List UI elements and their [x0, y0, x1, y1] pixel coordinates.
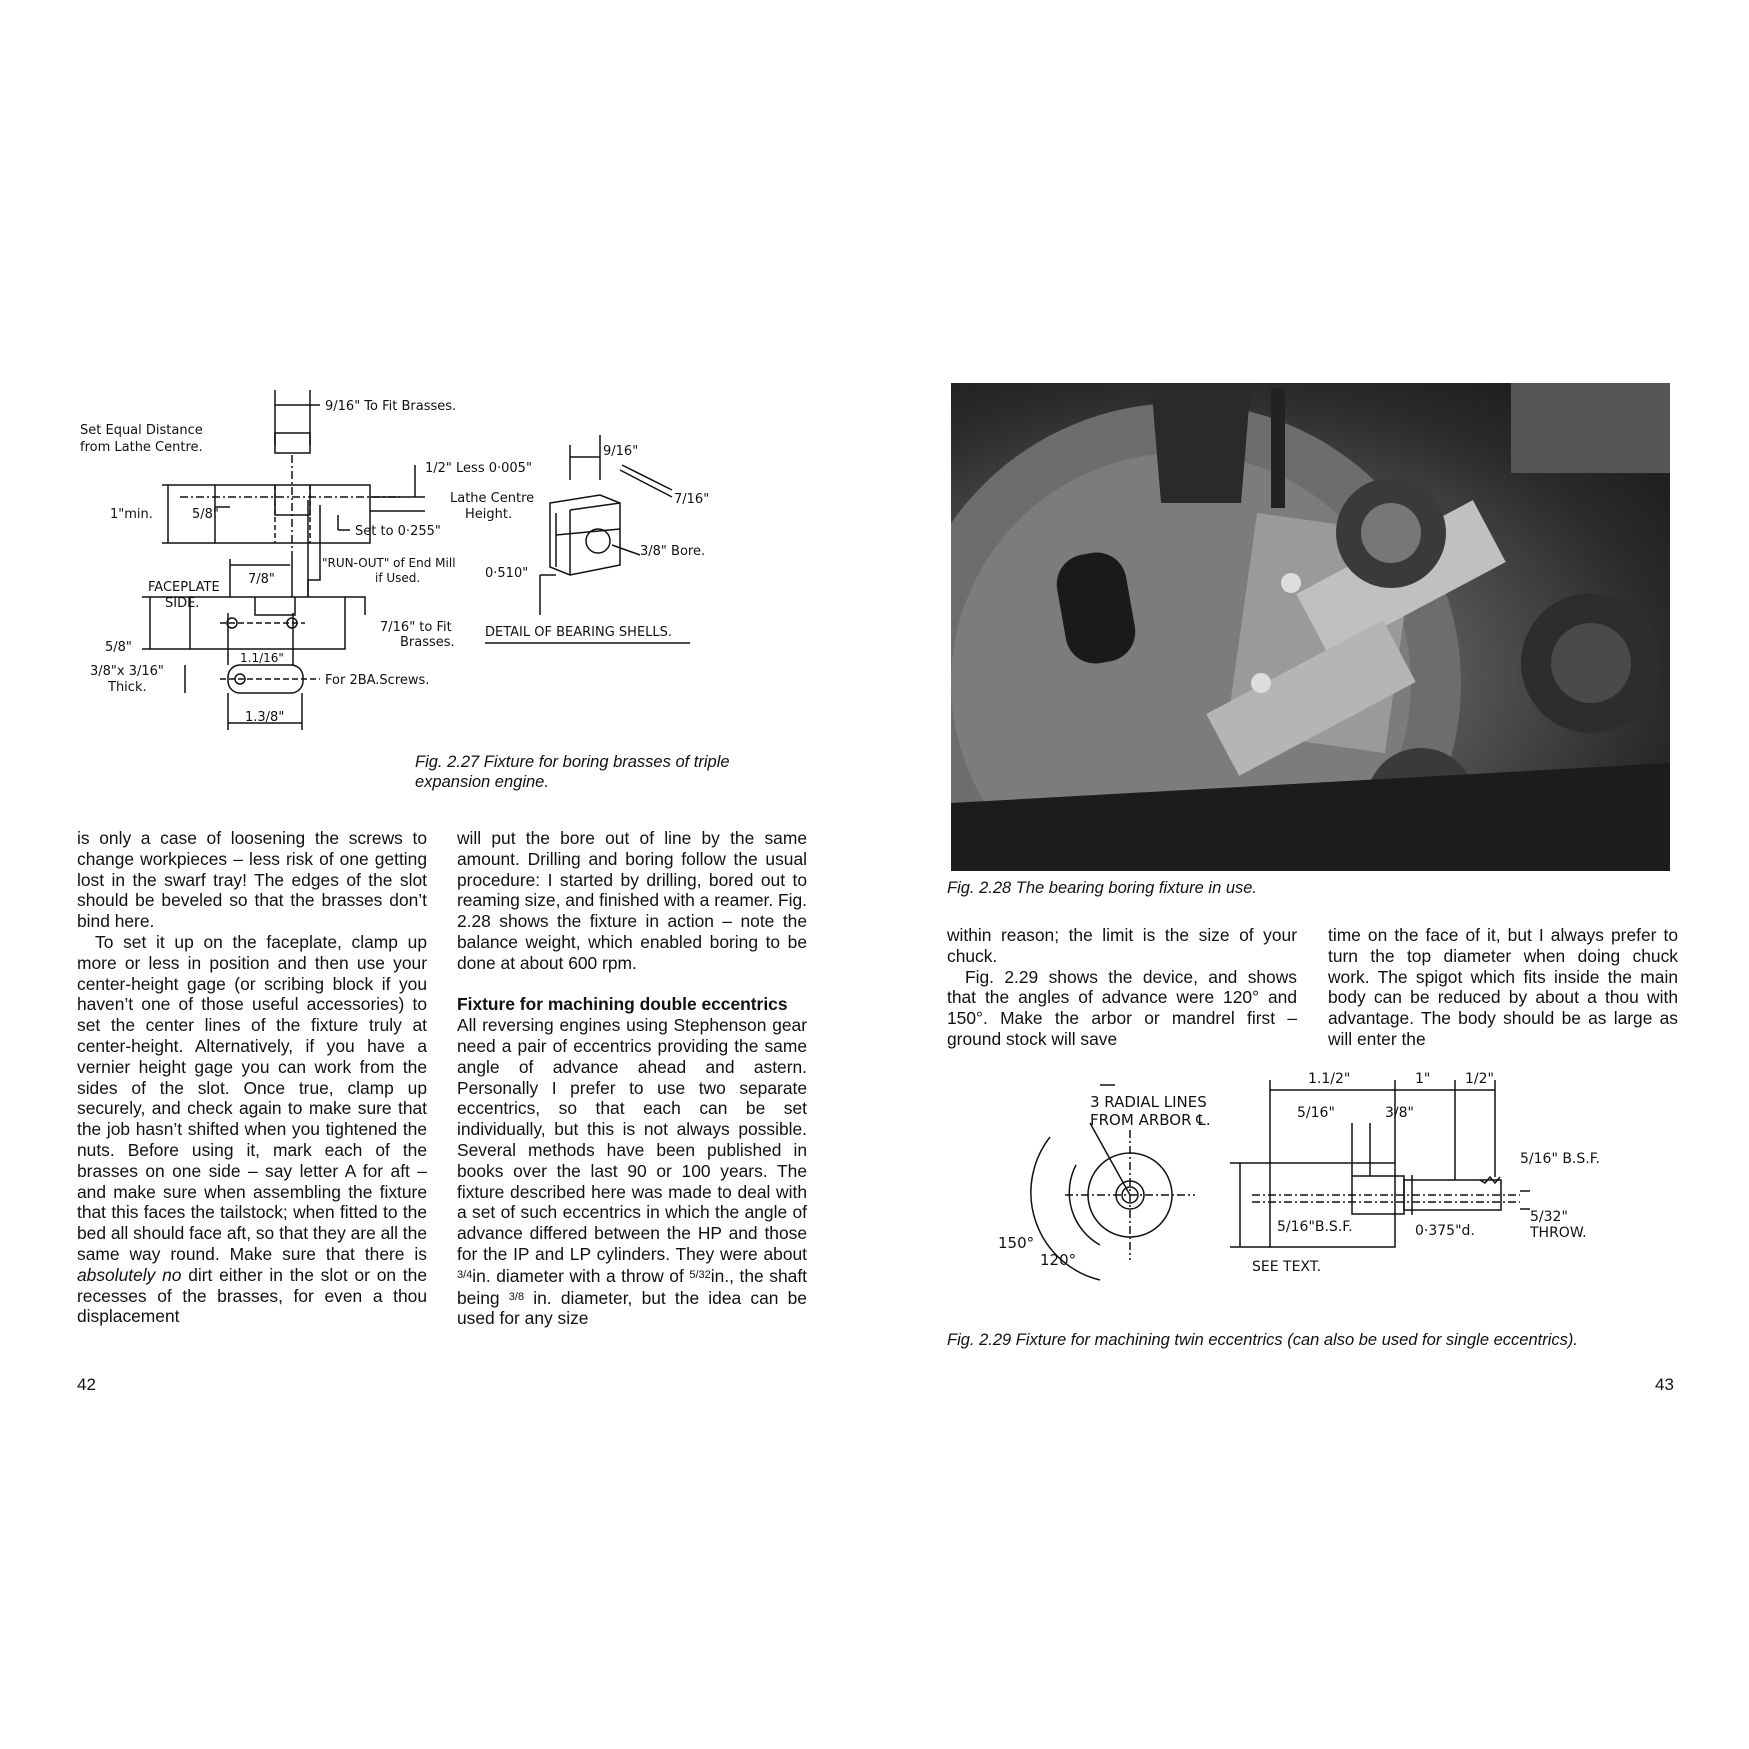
label-five-eighths-a: 5/8" [192, 507, 219, 522]
col2-p2-text-c: in., the shaft being [457, 1265, 807, 1308]
label-detail-nine-sixteenths: 9/16" [603, 444, 639, 459]
col3-paragraph-2: Fig. 2.29 shows the device, and shows that the angles of advance were 120° and 150°. Make the arbor or mandrel first – ground stock will save [947, 966, 1297, 1049]
col1-p2-text-a: To set it up on the faceplate, clamp up more or less in position and then use your center-height gage (or scribing block if you haven’t one of those useful accessories) to set the center lines of the fixture truly at center-height. Alternatively, if you have a vernier height gage you can work from the sides of the slot. Once true, clamp up securely, and check again to make sure that the job hasn’t shifted when you tightened the nuts. Before using it, mark each of the brasses on one side – say letter A for aft – and make sure when assembling the fixture that this faces the tailstock; when fitted to the bed all should face aft, so that they are all the same way round. Make sure that there is [77, 931, 427, 1264]
label-five-sixteenths: 5/16" [1297, 1105, 1335, 1121]
figure-2-27-caption-line-1: Fig. 2.27 Fixture for boring brasses of triple [415, 753, 730, 771]
label-five-eighths-b: 5/8" [105, 640, 132, 655]
fraction-five-thirty-seconds: 5/32 [689, 1268, 711, 1281]
label-bsf-top: 5/16" B.S.F. [1520, 1151, 1600, 1167]
left-page-column-1 [77, 828, 427, 1327]
figure-2-28-caption: Fig. 2.28 The bearing boring fixture in use. [947, 879, 1258, 897]
col2-paragraph-1: will put the bore out of line by the same amount. Drilling and boring follow the usual procedure: I started by drilling, bored out to reaming size, and finished with a reamer. Fig. 2.28 shows the fixture in action – note the balance weight, which enabled boring to be done at about 600 rpm. [457, 828, 807, 973]
col1-paragraph-2 [77, 932, 427, 1327]
col2-paragraph-2 [457, 1015, 807, 1329]
col2-p2-text-d: in. diameter, but the idea can be used for any size [457, 1287, 807, 1329]
page-number-right: 43 [1655, 1375, 1674, 1394]
fraction-three-quarters: 3/4 [457, 1268, 473, 1281]
col1-p2-emphasis: absolutely no [77, 1264, 182, 1285]
page-number-left: 42 [77, 1375, 96, 1394]
right-page-column-2 [1328, 925, 1678, 1050]
label-run-out-2: if Used. [375, 571, 421, 585]
label-detail-title: DETAIL OF BEARING SHELLS. [485, 625, 673, 640]
left-page-column-2 [457, 828, 807, 1329]
label-see-text: SEE TEXT. [1252, 1259, 1322, 1275]
col2-p2-text-b: in. diameter with a throw of [472, 1265, 684, 1286]
label-for-2ba: For 2BA.Screws. [325, 673, 430, 688]
label-one-three-eighths: 1.3/8" [245, 710, 285, 725]
label-set-equal-1: Set Equal Distance [80, 423, 203, 438]
fraction-three-eighths: 3/8 [508, 1290, 525, 1303]
label-faceplate-2: SIDE. [165, 596, 200, 611]
figure-2-27-drawing [80, 385, 800, 785]
label-one-and-half: 1.1/2" [1308, 1071, 1351, 1087]
label-bsf-body: 5/16"B.S.F. [1277, 1219, 1353, 1235]
label-detail-0510: 0·510" [485, 566, 529, 581]
label-detail-bore: 3/8" Bore. [640, 544, 706, 559]
label-radial-1: 3 RADIAL LINES [1090, 1093, 1207, 1111]
label-half-less: 1/2" Less 0·005" [425, 461, 532, 476]
figure-2-27-caption [415, 752, 775, 792]
label-throw: THROW. [1530, 1225, 1587, 1241]
right-page-column-1 [947, 925, 1297, 1050]
label-faceplate-1: FACEPLATE [148, 580, 220, 595]
col2-p2-text-a: All reversing engines using Stephenson gear need a pair of eccentrics providing the same angle of advance ahead and astern. Personally I prefer to use two separate eccentrics, so that each can be set individually, but this is not always possible. Several methods have been published in books over the last 90 or 100 years. The fixture described here was made to deal with a set of such eccentrics in which the angle of advance differed between the HP and those for the IP and LP cylinders. They were about [457, 1015, 807, 1264]
col1-p2-text-b: dirt either in the slot or on the recesses of the brasses, for even a thou displacement [77, 1264, 427, 1327]
label-lathe-centre-1: Lathe Centre [450, 491, 535, 506]
col3-paragraph-1: within reason; the limit is the size of your chuck. [947, 925, 1297, 966]
figure-2-28-photo [951, 383, 1670, 871]
label-radial-2: FROM ARBOR ℄. [1090, 1111, 1211, 1129]
label-to-fit-brasses: 9/16" To Fit Brasses. [325, 399, 457, 414]
label-one-inch: 1" [1415, 1071, 1431, 1087]
label-three-eighths-thick-1: 3/8"x 3/16" [90, 664, 164, 679]
label-one-one-sixteenth: 1.1/16" [240, 651, 284, 665]
label-lathe-centre-2: Height. [465, 507, 513, 522]
label-deg-120: 120° [1040, 1251, 1077, 1269]
label-three-eighths-thick-2: Thick. [108, 680, 147, 695]
label-throw-value: 5/32" [1530, 1209, 1568, 1225]
label-set-to: Set to 0·255" [355, 524, 441, 539]
label-seven-sixteenths-fit-1: 7/16" to Fit [380, 620, 452, 635]
label-run-out-1: "RUN-OUT" of End Mill [322, 556, 456, 570]
label-one-min: 1"min. [110, 507, 153, 522]
label-three-eighths: 3/8" [1385, 1105, 1414, 1121]
figure-2-29-drawing [990, 1065, 1650, 1295]
label-half-inch: 1/2" [1465, 1071, 1494, 1087]
col4-paragraph-1: time on the face of it, but I always prefer to turn the top diameter when doing chuck work. The spigot which fits inside the main body can be reduced by about a thou with advantage. The body should be as large as will enter the [1328, 925, 1678, 1049]
figure-2-29-caption: Fig. 2.29 Fixture for machining twin eccentrics (can also be used for single eccentrics). [947, 1331, 1578, 1349]
label-seven-sixteenths-fit-2: Brasses. [400, 635, 455, 650]
label-detail-seven-sixteenths: 7/16" [674, 492, 710, 507]
photo-rendering [951, 383, 1670, 871]
label-deg-150: 150° [998, 1234, 1035, 1252]
figure-2-27-caption-line-2: expansion engine. [415, 773, 549, 791]
label-seven-eighths: 7/8" [248, 572, 275, 587]
section-heading-double-eccentrics: Fixture for machining double eccentrics [457, 994, 788, 1015]
label-set-equal-2: from Lathe Centre. [80, 440, 203, 455]
label-0375-dia: 0·375"d. [1415, 1223, 1475, 1239]
col1-paragraph-1: is only a case of loosening the screws to change workpieces – less risk of one getting lost in the swarf tray! The edges of the slot should be beveled so that the brasses don’t bind here. [77, 828, 427, 932]
